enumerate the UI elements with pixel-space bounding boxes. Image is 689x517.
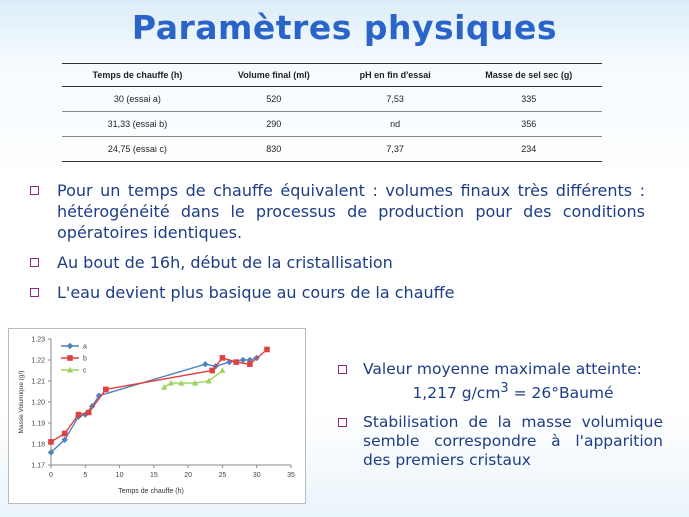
list-item <box>30 180 645 243</box>
y-tick-label: 1.17 <box>31 462 45 470</box>
table-row <box>62 137 602 162</box>
column-header: Volume final (ml) <box>213 64 335 87</box>
column-header: Masse de sel sec (g) <box>456 64 602 87</box>
table-cell: 830 <box>213 137 335 162</box>
list-item <box>30 282 645 303</box>
square-bullet-icon <box>338 418 347 427</box>
y-tick-label: 1.21 <box>31 378 45 386</box>
table-cell: 7,37 <box>335 137 456 162</box>
y-tick-label: 1.20 <box>31 399 45 407</box>
x-tick-label: 30 <box>252 472 261 479</box>
density-value-main: 1,217 g/cm <box>412 384 501 403</box>
data-point-b <box>264 347 270 353</box>
y-tick-label: 1.19 <box>31 420 45 428</box>
data-point-b <box>247 361 253 367</box>
column-header: Temps de chauffe (h) <box>62 64 213 87</box>
table-header-row <box>62 64 602 87</box>
parameters-table <box>62 63 602 162</box>
table-row <box>62 87 602 112</box>
data-point-b <box>220 355 226 361</box>
table-cell: 24,75 (essai c) <box>62 137 213 162</box>
square-bullet-icon <box>30 258 39 267</box>
data-point-c <box>219 367 225 373</box>
data-point-b <box>67 355 73 361</box>
density-exponent: 3 <box>500 381 509 396</box>
chart-svg <box>9 329 305 503</box>
list-item <box>338 413 663 470</box>
legend-label: a <box>83 343 87 351</box>
table-cell: 7,53 <box>335 87 456 112</box>
table-row <box>62 112 602 137</box>
bullet-list <box>30 180 645 312</box>
square-bullet-icon <box>338 365 347 374</box>
y-axis-label: Masse Volumique (g/) <box>18 370 25 434</box>
table-cell: 31,33 (essai b) <box>62 112 213 137</box>
bullet-text: L'eau devient plus basique au cours de la chauffe <box>57 283 455 302</box>
x-tick-label: 20 <box>184 472 193 479</box>
table-cell: nd <box>335 112 456 137</box>
table-cell: 335 <box>456 87 602 112</box>
x-tick-label: 25 <box>218 472 227 479</box>
square-bullet-icon <box>30 288 39 297</box>
x-tick-label: 35 <box>287 472 295 479</box>
data-point-b <box>76 412 82 418</box>
conclusion-text: Valeur moyenne maximale atteinte: <box>363 360 642 378</box>
y-tick-label: 1.22 <box>31 357 45 365</box>
data-point-c <box>161 384 167 390</box>
column-header: pH en fin d'essai <box>335 64 456 87</box>
data-point-b <box>209 368 215 374</box>
bullet-text: Au bout de 16h, début de la cristallisation <box>57 253 393 272</box>
data-point-b <box>48 439 54 445</box>
x-tick-label: 10 <box>115 472 124 479</box>
x-tick-label: 15 <box>149 472 158 479</box>
data-point-a <box>67 343 73 349</box>
x-tick-label: 0 <box>49 472 53 479</box>
conclusion-list <box>338 360 663 480</box>
bullet-text: Pour un temps de chauffe équivalent : volumes finaux très différents : hétérogénéité dans le processus de production pour des conditions opératoires identiques. <box>57 181 645 242</box>
y-tick-label: 1.18 <box>31 441 45 449</box>
legend-label: c <box>83 367 87 375</box>
square-bullet-icon <box>30 186 39 195</box>
legend-label: b <box>83 355 87 363</box>
table-cell: 30 (essai a) <box>62 87 213 112</box>
y-tick-label: 1.23 <box>31 336 45 344</box>
density-chart <box>8 328 306 504</box>
conclusion-text: Stabilisation de la masse volumique semble correspondre à l'apparition des premiers cristaux <box>363 413 663 470</box>
density-baume: = 26°Baumé <box>508 384 614 403</box>
data-point-b <box>233 359 239 365</box>
table-cell: 520 <box>213 87 335 112</box>
data-point-b <box>86 410 92 416</box>
table-cell: 356 <box>456 112 602 137</box>
slide-title: Paramètres physiques <box>131 8 558 47</box>
density-value <box>363 379 663 403</box>
x-tick-label: 5 <box>83 472 88 479</box>
data-point-a <box>202 361 208 367</box>
list-item <box>30 252 645 273</box>
table-cell: 290 <box>213 112 335 137</box>
data-point-b <box>103 387 109 393</box>
series-line-a <box>51 355 257 453</box>
list-item <box>338 360 663 403</box>
x-axis-label: Temps de chauffe (h) <box>118 488 184 495</box>
data-point-b <box>62 431 68 437</box>
table-cell: 234 <box>456 137 602 162</box>
